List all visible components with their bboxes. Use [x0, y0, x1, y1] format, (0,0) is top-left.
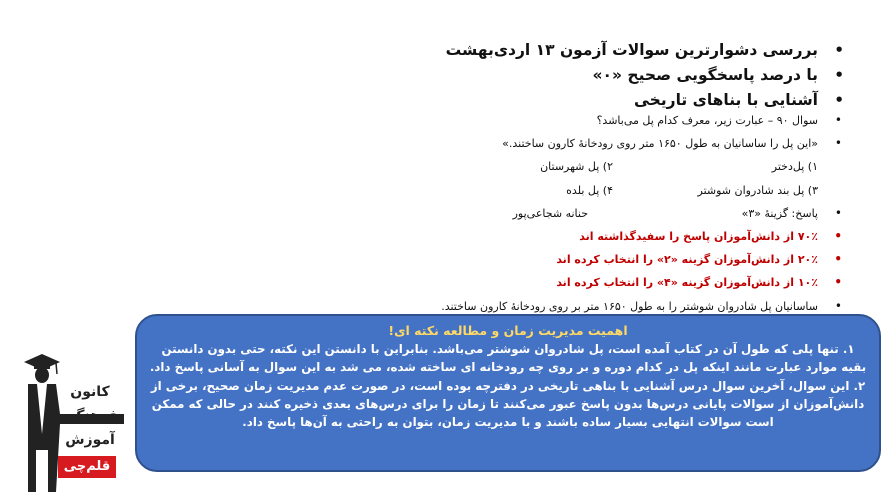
option-2: ۲) پل شهرستان — [540, 160, 613, 174]
tip-box-title: اهمیت مدیریت زمان و مطالعه نکته ای! — [388, 323, 628, 338]
answer-row — [348, 202, 848, 225]
logo-line-1: کانون — [70, 384, 110, 400]
bullet-icon: • — [834, 298, 842, 313]
tip-paragraph-2: ۲. این سوال، آخرین سوال درس آشنایی با بناهی تاریخی در دفترچه بوده است، در صورت عدم مدیریت زمان صحیح، برخی از دانش‌آموزان از سوالات پایانی درس‌ها بدون پاسخ عبور می‌کنند تا زمان را برای درس‌های بعدی ذخیره کنند در حالی که ممکن است سوالات انتهایی بسیار ساده باشند و با مدیریت زمان، بتوان به راحتی به آن‌ها پاسخ داد. — [150, 378, 866, 430]
title-line-1: • بررسی دشوارترین سوالات آزمون ۱۳ اردی‌بهشت — [428, 38, 848, 63]
explanation-line: • ساسانیان پل شادروان شوشتر را به طول ۱۶۵۰ متر بر روی رودخانهٔ کارون ساختند. — [348, 295, 848, 318]
author-name: حنانه شجاعی‌پور — [512, 206, 588, 220]
question-quote: • «این پل را ساسانیان به طول ۱۶۵۰ متر روی رودخانهٔ کارون ساختند.» — [348, 132, 848, 155]
options-row-2 — [348, 179, 848, 202]
stat-line-1: • ۷۰٪ از دانش‌آموزان پاسخ را سفیدگذاشته اند — [348, 225, 848, 248]
bullet-icon: • — [834, 136, 842, 151]
bullet-icon: • — [834, 66, 844, 84]
logo-line-4: قلم‌چی — [58, 456, 116, 478]
option-4: ۴) پل بلده — [566, 183, 613, 197]
option-1: ۱) پل‌دختر — [771, 160, 818, 174]
bullet-icon: • — [834, 41, 844, 59]
logo-line-2: فرهنگی — [62, 408, 118, 424]
bullet-icon: • — [834, 252, 842, 267]
bullet-icon: • — [834, 228, 842, 243]
title-line-3: • آشنایی با بناهای تاریخی — [428, 88, 848, 113]
options-row-1 — [348, 155, 848, 178]
bullet-icon: • — [834, 113, 842, 127]
answer-label: پاسخ: گزینهٔ «۳» — [741, 206, 818, 220]
question-list — [348, 109, 848, 318]
question-number-line: • سوال ۹۰ – عبارت زیر، معرف کدام پل می‌باشد؟ — [348, 109, 848, 132]
logo-line-3: آموزش — [65, 432, 115, 448]
title-list — [428, 38, 848, 113]
bullet-icon: • — [834, 205, 842, 220]
option-3: ۳) پل بند شادروان شوشتر — [697, 183, 818, 197]
tip-box — [135, 314, 881, 472]
stat-line-2: • ۲۰٪ از دانش‌آموزان گزینه «۲» را انتخاب کرده اند — [348, 248, 848, 271]
bullet-icon: • — [834, 275, 842, 290]
tip-paragraph-1: ۱. تنها پلی که طول آن در کتاب آمده است، پل شادروان شوشتر می‌باشد. بنابراین با دانستن این نکته، حتی بدون دانستن بقیه موارد عبارت مانند اینکه پل در کدام دوره و بر روی چه رودخانه ای ساخته شده، می شد به این سوال به آسانی پاسخ داد. — [149, 342, 867, 375]
stat-line-3: • ۱۰٪ از دانش‌آموزان گزینه «۴» را انتخاب کرده اند — [348, 271, 848, 294]
bullet-icon: • — [834, 91, 844, 109]
title-line-2: • با درصد پاسخگویی صحیح «۰» — [428, 63, 848, 88]
